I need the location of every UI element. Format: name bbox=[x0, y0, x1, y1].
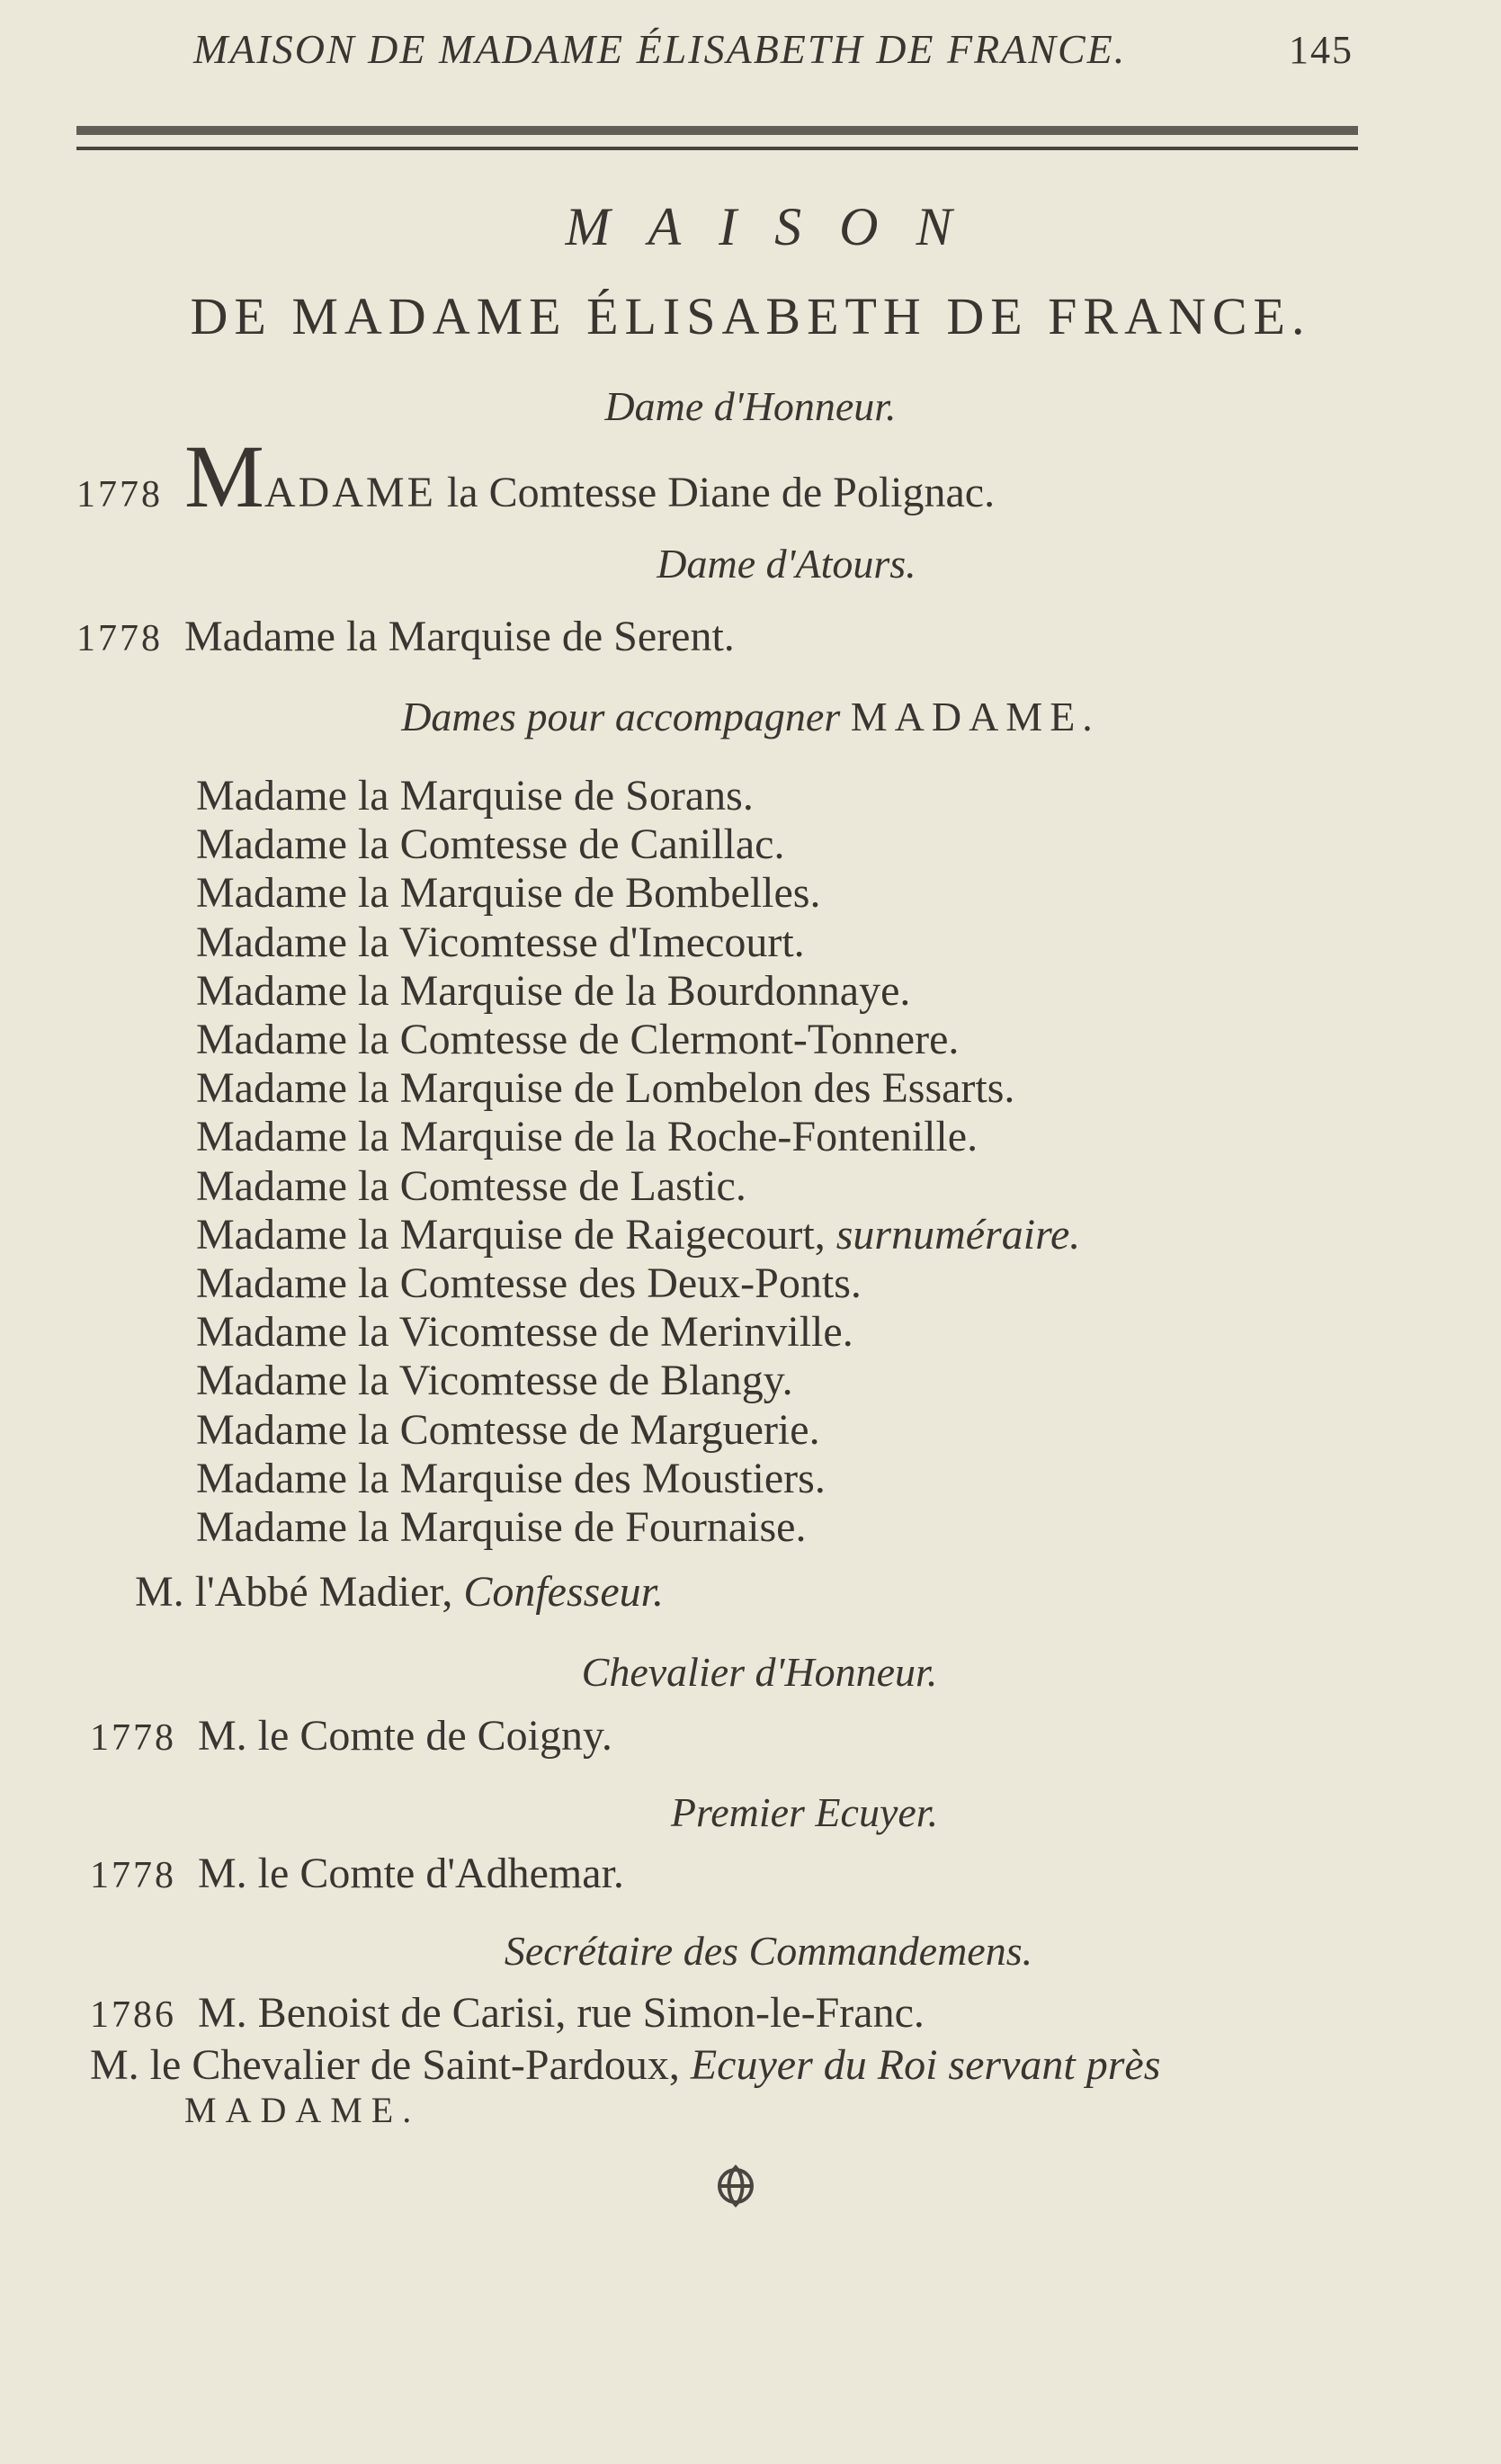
year: 1778 bbox=[90, 1717, 176, 1759]
list-item: Madame la Vicomtesse de Merinville. bbox=[196, 1308, 853, 1357]
entry-saint-pardoux bbox=[90, 2040, 1160, 2090]
list-item: Madame la Marquise de Lombelon des Essarts. bbox=[196, 1064, 1015, 1113]
entry-saint-pardoux-cont: MADAME. bbox=[184, 2090, 421, 2130]
list-item: Madame la Comtesse de Canillac. bbox=[196, 820, 785, 869]
year: 1778 bbox=[76, 474, 163, 515]
list-item: Madame la Comtesse de Clermont-Tonnere. bbox=[196, 1016, 960, 1064]
year: 1778 bbox=[76, 618, 163, 659]
heading-chevalier: Chevalier d'Honneur. bbox=[581, 1649, 938, 1695]
year: 1778 bbox=[90, 1855, 176, 1896]
entry-role: Ecuyer du Roi servant près bbox=[690, 2041, 1161, 2089]
heading-dames-accompagner bbox=[0, 693, 1501, 740]
list-item: Madame la Comtesse de Marguerie. bbox=[196, 1405, 820, 1454]
heading-caps: MADAME. bbox=[850, 694, 1100, 739]
page-title-line2: DE MADAME ÉLISABETH DE FRANCE. bbox=[190, 287, 1311, 345]
list-item: Madame la Vicomtesse d'Imecourt. bbox=[196, 918, 805, 966]
entry-dame-honneur bbox=[76, 426, 996, 526]
entry-text: M. le Chevalier de Saint-Pardoux, bbox=[90, 2041, 680, 2089]
entry-secretaire bbox=[90, 1988, 925, 2038]
page-number: 145 bbox=[1289, 28, 1354, 72]
heading-text: Dames pour accompagner bbox=[401, 694, 841, 739]
year: 1786 bbox=[90, 1994, 176, 2036]
list-item: Madame la Marquise de Bombelles. bbox=[196, 869, 821, 918]
list-item-text: Madame la Marquise de Raigecourt, bbox=[196, 1210, 826, 1259]
surnumeraire-note: surnuméraire. bbox=[835, 1210, 1081, 1259]
list-item: Madame la Marquise de Fournaise. bbox=[196, 1503, 807, 1552]
entry-role: Confesseur. bbox=[463, 1568, 665, 1616]
entry-chevalier bbox=[90, 1711, 612, 1761]
header-rule-thick bbox=[76, 126, 1358, 135]
list-item: Madame la Comtesse des Deux-Ponts. bbox=[196, 1259, 862, 1308]
entry-text: M. le Comte d'Adhemar. bbox=[198, 1850, 624, 1897]
entry-text: la Comtesse Diane de Polignac. bbox=[435, 469, 996, 516]
drop-initial: M bbox=[184, 426, 264, 526]
list-item: Madame la Marquise de la Roche-Fontenille. bbox=[196, 1113, 978, 1161]
heading-dame-atours: Dame d'Atours. bbox=[657, 541, 916, 587]
entry-text: M. l'Abbé Madier, bbox=[135, 1568, 453, 1616]
entry-dame-atours bbox=[76, 612, 735, 661]
list-item: Madame la Marquise des Moustiers. bbox=[196, 1454, 826, 1502]
entry-caps: ADAME bbox=[264, 469, 436, 516]
running-head bbox=[193, 25, 1354, 73]
page-title-line1: MAISON bbox=[565, 197, 990, 256]
heading-dame-honneur: Dame d'Honneur. bbox=[604, 383, 897, 429]
list-item: Madame la Marquise de Sorans. bbox=[196, 772, 754, 820]
heading-secretaire: Secrétaire des Commandemens. bbox=[504, 1928, 1033, 1974]
entry-text: M. Benoist de Carisi, rue Simon-le-Franc. bbox=[198, 1989, 925, 2037]
list-item: Madame la Marquise de la Bourdonnaye. bbox=[196, 966, 911, 1015]
header-rule-thin bbox=[76, 147, 1358, 150]
entry-confesseur bbox=[135, 1567, 664, 1617]
entry-ecuyer bbox=[90, 1849, 624, 1898]
heading-ecuyer: Premier Ecuyer. bbox=[670, 1789, 939, 1835]
entry-text: Madame la Marquise de Serent. bbox=[184, 613, 735, 660]
fleuron-ornament-icon bbox=[709, 2155, 763, 2218]
list-item: Madame la Vicomtesse de Blangy. bbox=[196, 1357, 793, 1405]
entry-text: M. le Comte de Coigny. bbox=[198, 1712, 612, 1760]
running-head-title: MAISON DE MADAME ÉLISABETH DE FRANCE. bbox=[193, 26, 1127, 72]
list-item bbox=[196, 1211, 1080, 1259]
list-item: Madame la Comtesse de Lastic. bbox=[196, 1161, 746, 1210]
dames-list bbox=[196, 772, 1080, 1552]
